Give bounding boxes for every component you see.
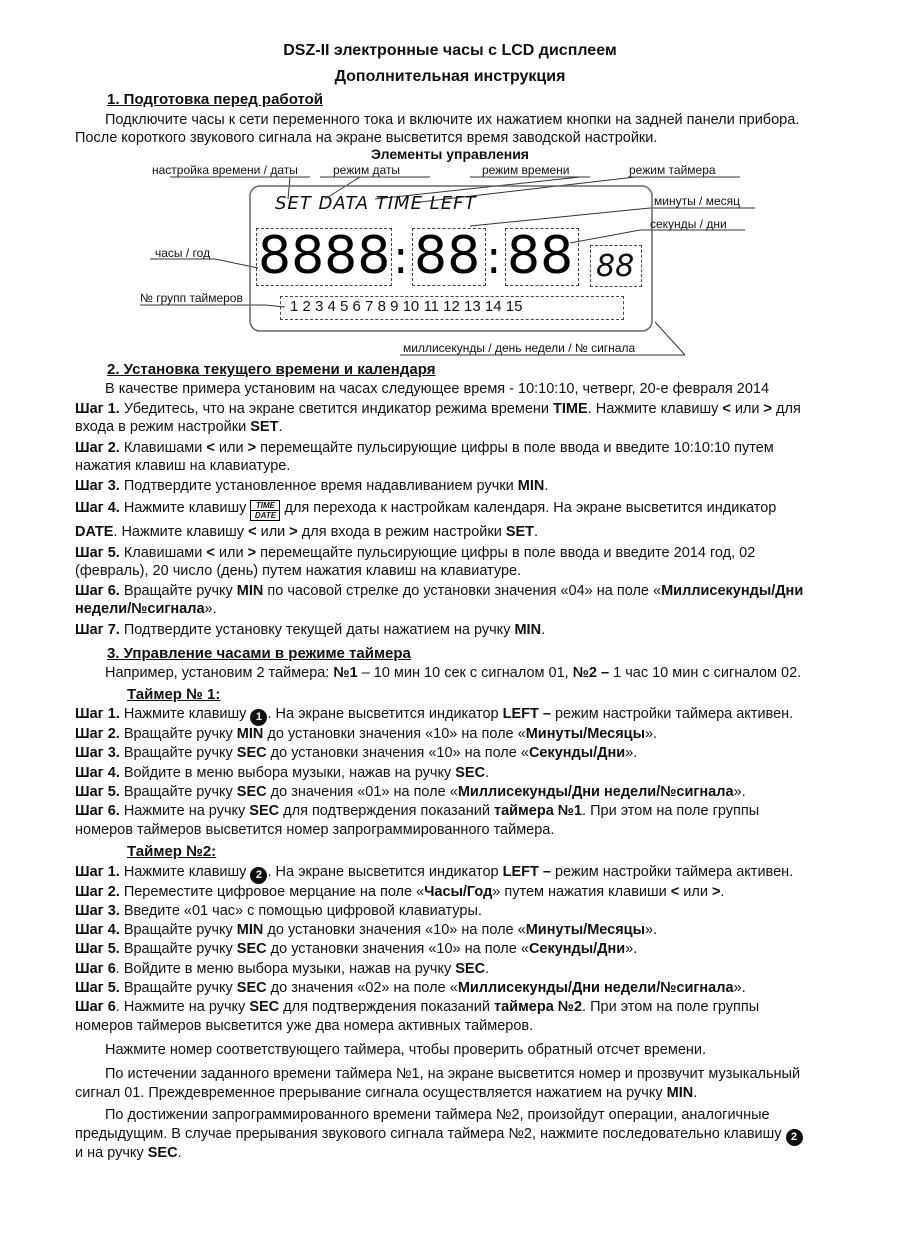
timer-1-heading: Таймер № 1: <box>127 686 221 703</box>
label-set-time: настройка времени / даты <box>152 163 298 177</box>
s2-step4: Шаг 4. Нажмите клавишу TIME DATE для перехода к настройкам календаря. На экране высветится индикатор <box>75 500 777 520</box>
label-milliseconds: миллисекунды / день недели / № сигнала <box>403 341 636 355</box>
section-2-heading: 2. Установка текущего времени и календаря <box>107 361 436 378</box>
document-subtitle: Дополнительная инструкция <box>334 68 566 85</box>
lcd-small-digits: 88 <box>596 249 635 284</box>
diagram-title: Элементы управления <box>371 146 529 162</box>
s2-step5-line2: (февраль), 20 число (день) путем нажатия клавиш на клавиатуре. <box>75 563 522 579</box>
t1-step6: Шаг 6. Нажмите на ручку SEC для подтверждения показаний таймера №1. При этом на поле группы <box>75 803 760 819</box>
closing-paragraph-3-line2: предыдущим. В случае прерывания звукового сигнала таймера №2, нажмите последовательно клавишу 2 <box>75 1126 803 1146</box>
t2-step8-line2: номеров таймеров высветится уже два номера активных таймеров. <box>75 1018 534 1034</box>
t1-step1: Шаг 1. Нажмите клавишу 1 . На экране высветится индикатор LEFT – режим настройки таймера активен. <box>75 706 793 726</box>
lcd-colon-2: : <box>486 230 502 284</box>
label-timer-mode: режим таймера <box>629 163 716 177</box>
label-seconds-days: секунды / дни <box>650 217 727 231</box>
lcd-seconds-digits: 88 <box>507 226 574 286</box>
section-1-paragraph-line2: После короткого звукового сигнала на экране высветится время заводской настройки. <box>75 130 658 146</box>
lcd-colon-1: : <box>393 230 409 284</box>
lcd-minutes-digits: 88 <box>414 226 481 286</box>
s2-step2: Шаг 2. Клавишами < или > перемещайте пульсирующие цифры в поле ввода и введите 10:10:10 путем <box>75 440 774 456</box>
t1-step2: Шаг 2. Вращайте ручку MIN до установки значения «10» на поле «Минуты/Месяцы». <box>75 726 658 742</box>
t1-step3: Шаг 3. Вращайте ручку SEC до установки значения «10» на поле «Секунды/Дни». <box>75 745 638 761</box>
s2-step1: Шаг 1. Убедитесь, что на экране светится индикатор режима времени TIME. Нажмите клавишу < или > для <box>75 401 801 417</box>
t2-step5: Шаг 5. Вращайте ручку SEC до установки значения «10» на поле «Секунды/Дни». <box>75 941 638 957</box>
key-2-icon: 2 <box>786 1129 803 1146</box>
section-1-paragraph-line1: Подключите часы к сети переменного тока и включите их нажатием кнопки на задней панели прибора. <box>105 112 800 128</box>
s2-step3: Шаг 3. Подтвердите установленное время надавливанием ручки MIN. <box>75 478 549 494</box>
t2-step6: Шаг 6. Войдите в меню выбора музыки, нажав на ручку SEC. <box>75 961 490 977</box>
label-hours-year: часы / год <box>155 246 211 260</box>
closing-paragraph-2-line1: По истечении заданного времени таймера №1, на экране высветится номер и прозвучит музыкальный <box>105 1066 801 1082</box>
closing-paragraph-3-line1: По достижении запрограммированного времени таймера №2, произойдут операции, аналогичные <box>105 1107 770 1123</box>
t2-step1: Шаг 1. Нажмите клавишу 2 . На экране высветится индикатор LEFT – режим настройки таймера активен. <box>75 864 793 884</box>
t1-step6-line2: номеров таймеров высветится номер запрограммированного таймера. <box>75 822 555 838</box>
closing-paragraph-2-line2: сигнал 01. Преждевременное прерывание сигнала осуществляется нажатием на ручку MIN. <box>75 1085 698 1101</box>
lcd-hours-digits: 8888 <box>258 226 391 286</box>
lcd-timer-numbers: 1 2 3 4 5 6 7 8 9 10 11 12 13 14 15 <box>290 298 523 315</box>
t2-step4: Шаг 4. Вращайте ручку MIN до установки значения «10» на поле «Минуты/Месяцы». <box>75 922 658 938</box>
t2-step3: Шаг 3. Введите «01 час» с помощью цифровой клавиатуры. <box>75 903 482 919</box>
label-time-mode: режим времени <box>482 163 570 177</box>
label-timer-groups: № групп таймеров <box>140 291 243 305</box>
s2-step7: Шаг 7. Подтвердите установку текущей даты нажатием на ручку MIN. <box>75 622 546 638</box>
lcd-indicators: SET DATA TIME LEFT <box>275 193 477 214</box>
closing-paragraph-1: Нажмите номер соответствующего таймера, чтобы проверить обратный отсчет времени. <box>105 1042 707 1058</box>
label-date-mode: режим даты <box>333 163 401 177</box>
s2-step2-line2: нажатия клавиш на клавиатуре. <box>75 458 291 474</box>
t1-step5: Шаг 5. Вращайте ручку SEC до значения «01» на поле «Миллисекунды/Дни недели/№сигнала». <box>75 784 746 800</box>
s2-step6-line2: недели/№сигнала». <box>75 601 217 617</box>
s2-step4-line2: DATE. Нажмите клавишу < или > для входа в режим настройки SET. <box>75 524 539 540</box>
t2-step2: Шаг 2. Переместите цифровое мерцание на поле «Часы/Год» путем нажатия клавиши < или >. <box>75 884 725 900</box>
s2-step5: Шаг 5. Клавишами < или > перемещайте пульсирующие цифры в поле ввода и введите 2014 год, 02 <box>75 545 756 561</box>
document-title: DSZ-II электронные часы с LCD дисплеем <box>283 42 617 59</box>
timer-2-heading: Таймер №2: <box>127 843 217 860</box>
time-date-key-icon: TIME DATE <box>250 500 280 521</box>
section-3-intro: Например, установим 2 таймера: №1 – 10 мин 10 сек с сигналом 01, №2 – 1 час 10 мин с сигналом 02. <box>105 665 802 681</box>
section-1-heading: 1. Подготовка перед работой <box>107 91 324 108</box>
section-2-intro: В качестве примера установим на часах следующее время - 10:10:10, четверг, 20-е февраля 2014 <box>105 381 770 397</box>
t2-step7: Шаг 5. Вращайте ручку SEC до значения «02» на поле «Миллисекунды/Дни недели/№сигнала». <box>75 980 746 996</box>
t1-step4: Шаг 4. Войдите в меню выбора музыки, нажав на ручку SEC. <box>75 765 490 781</box>
label-minutes-month: минуты / месяц <box>654 194 740 208</box>
key-2-icon: 2 <box>250 867 267 884</box>
key-1-icon: 1 <box>250 709 267 726</box>
s2-step1-line2: входа в режим настройки SET. <box>75 419 283 435</box>
section-3-heading: 3. Управление часами в режиме таймера <box>107 645 411 662</box>
t2-step8: Шаг 6. Нажмите на ручку SEC для подтверждения показаний таймера №2. При этом на поле группы <box>75 999 760 1015</box>
closing-paragraph-3-line3: и на ручку SEC. <box>75 1145 182 1161</box>
s2-step6: Шаг 6. Вращайте ручку MIN по часовой стрелке до установки значения «04» на поле «Миллисекунды/Дни <box>75 583 804 599</box>
